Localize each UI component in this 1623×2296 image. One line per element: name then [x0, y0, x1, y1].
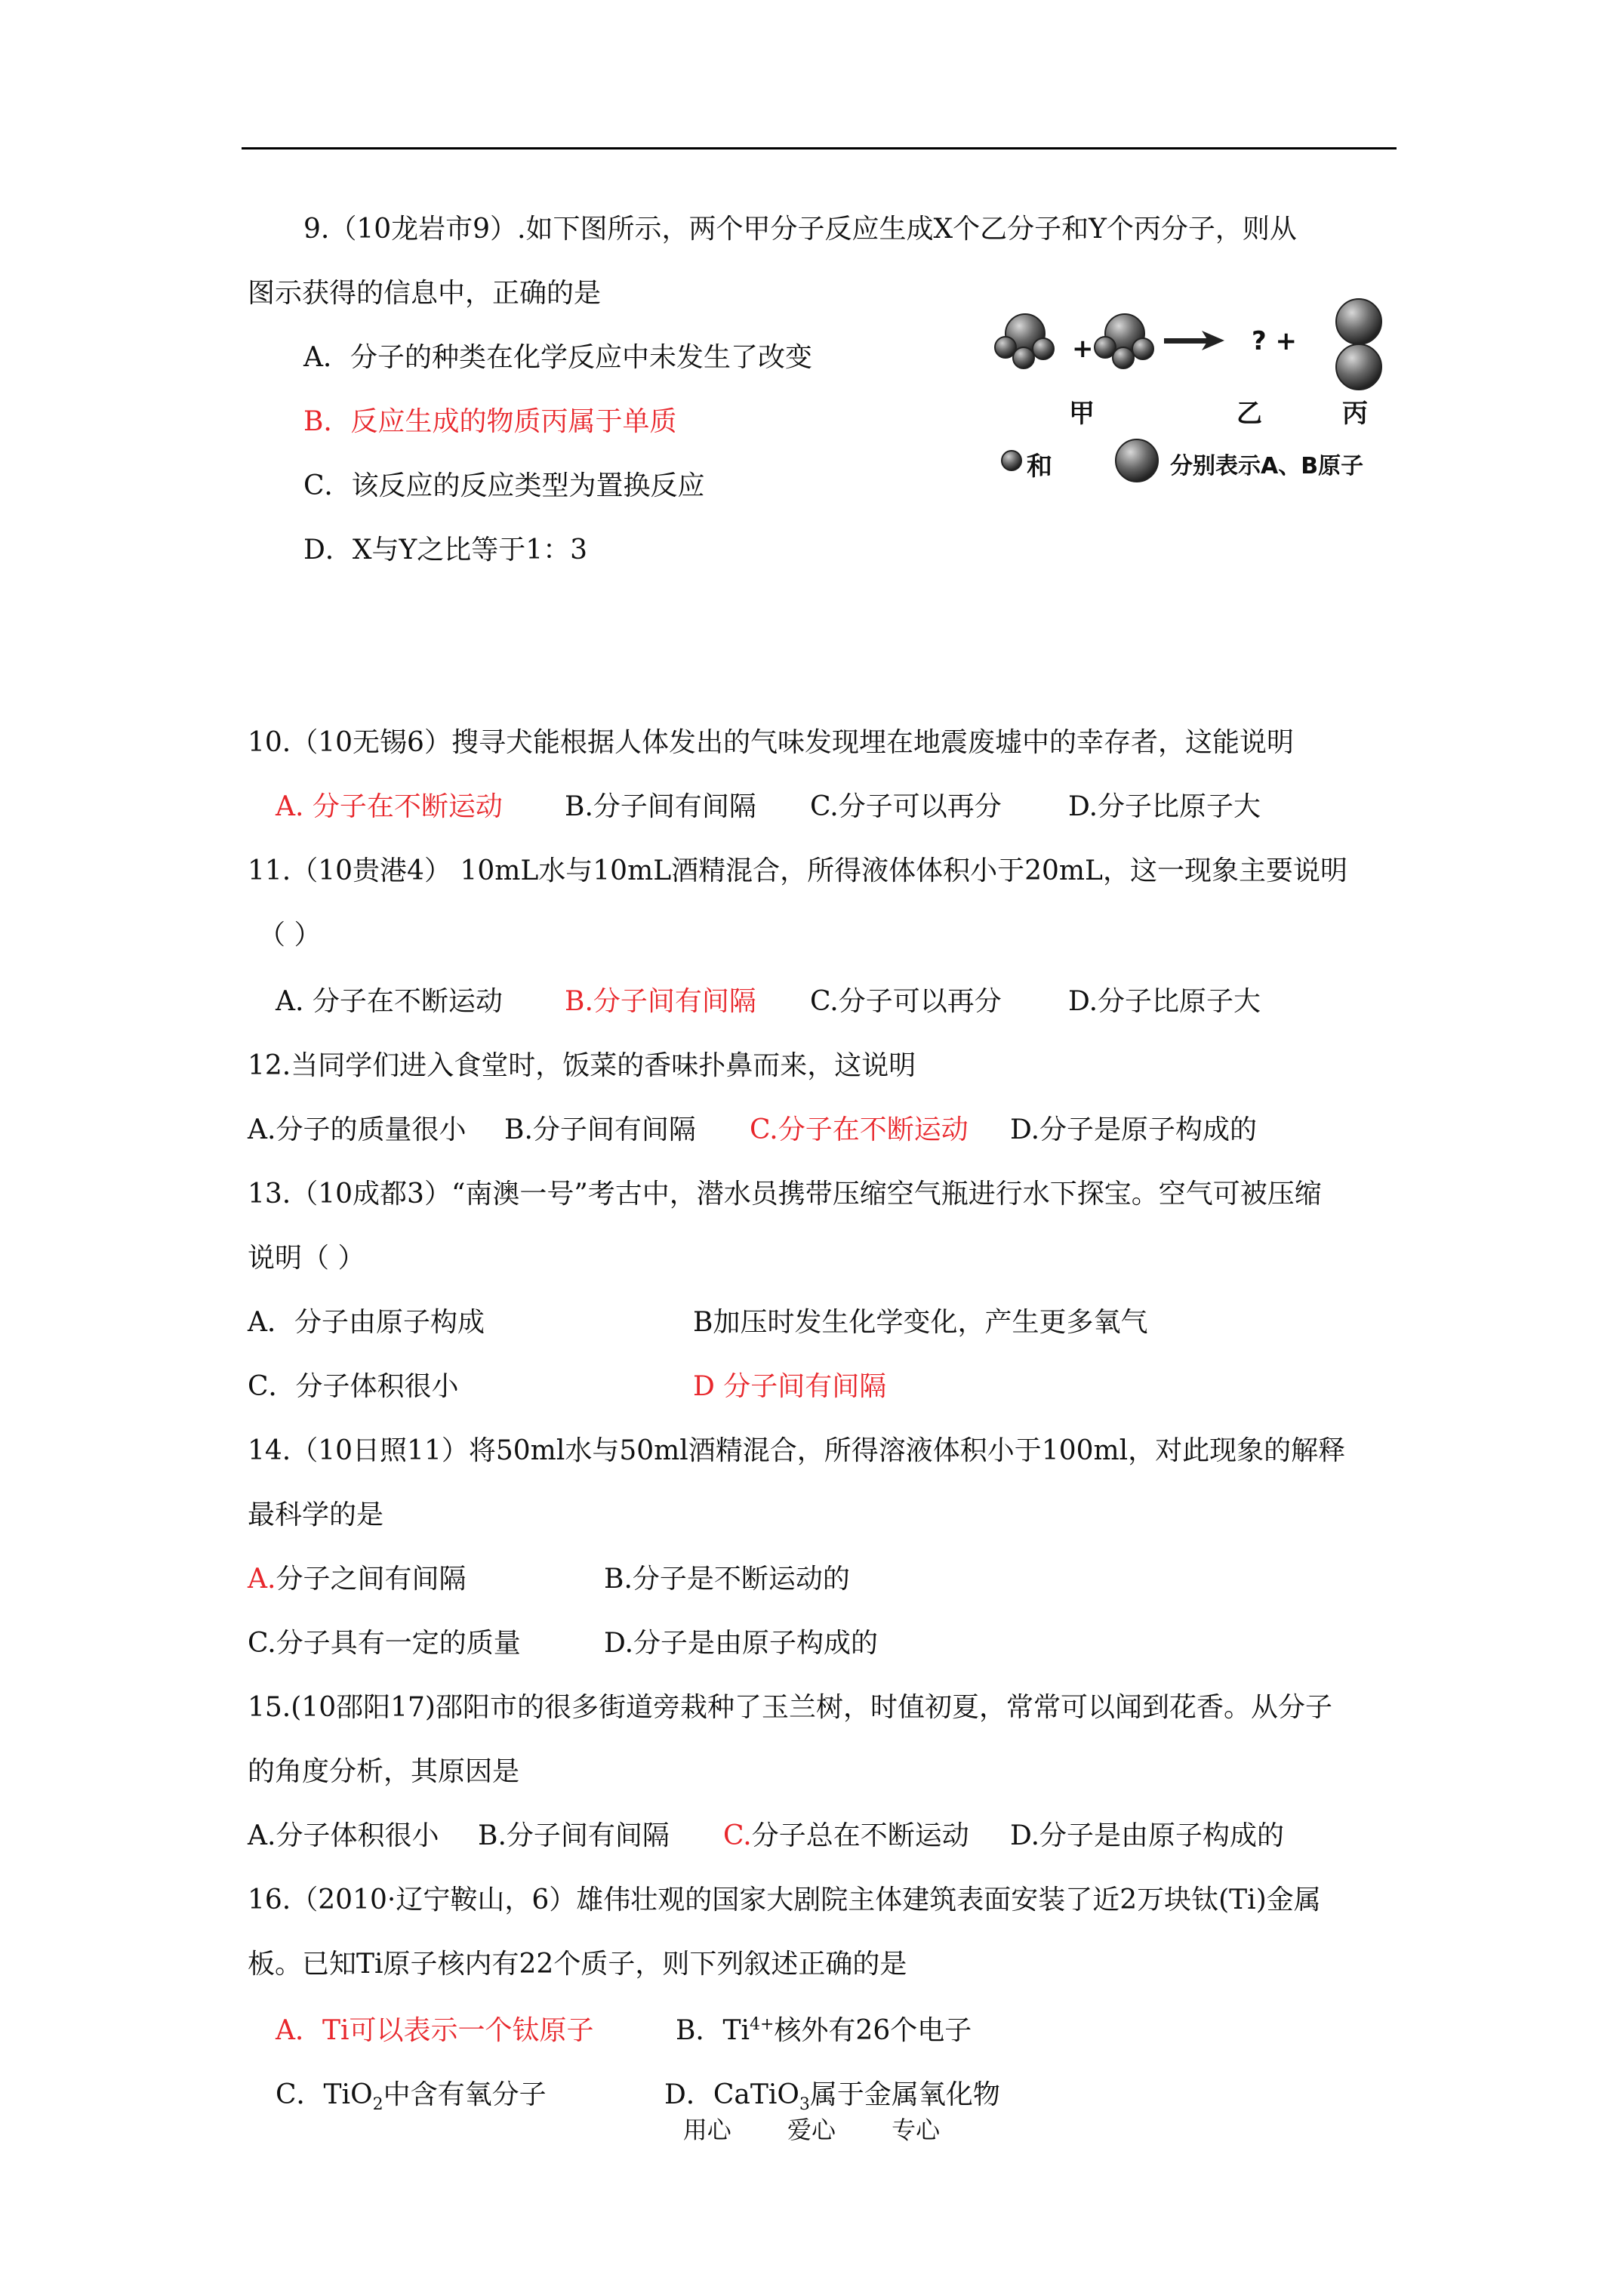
q10-option-a: A. 分子在不断运动	[276, 791, 503, 822]
q10-stem: 10.（10无锡6）搜寻犬能根据人体发出的气味发现埋在地震废墟中的幸存者，这能说明	[248, 727, 1294, 758]
reaction-diagram	[989, 294, 1412, 491]
jia-molecule-2	[1095, 314, 1153, 368]
q14-stem-line1: 14.（10日照11）将50ml水与50ml酒精混合，所得溶液体积小于100ml，对此现象的解释	[248, 1435, 1346, 1466]
q11-paren: （ ）	[258, 920, 322, 951]
q12-option-d: D.分子是原子构成的	[1010, 1114, 1258, 1145]
label-bing: 丙	[1342, 399, 1368, 429]
q14-option-a-letter: A.	[248, 1564, 276, 1595]
q15-option-c-letter: C.	[723, 1820, 752, 1851]
q16-stem-line1: 16.（2010·辽宁鞍山，6）雄伟壮观的国家大剧院主体建筑表面安装了近2万块钛(Ti)金属	[248, 1885, 1321, 1915]
footer-word-2: 爱心	[787, 2116, 836, 2144]
q15-stem-line2: 的角度分析，其原因是	[248, 1756, 520, 1787]
q12-option-b: B.分子间有间隔	[504, 1114, 696, 1145]
q13-option-a: A．分子由原子构成	[248, 1307, 485, 1338]
q10-option-b: B.分子间有间隔	[565, 791, 756, 822]
q16-option-b-prefix: B．Ti	[676, 2015, 750, 2046]
footer-word-1: 用心	[682, 2116, 731, 2144]
legend-and: 和	[1027, 451, 1052, 482]
q11-stem: 11.（10贵港4） 10mL水与10mL酒精混合，所得液体体积小于20mL，这一现象主要说明	[248, 855, 1347, 886]
q9-option-a: A．分子的种类在化学反应中未发生了改变	[303, 342, 812, 373]
q16-stem-line2: 板。已知Ti原子核内有22个质子，则下列叙述正确的是	[248, 1949, 907, 1980]
bing-molecule	[1336, 299, 1381, 390]
q15-stem-line1: 15.(10邵阳17)邵阳市的很多街道旁栽种了玉兰树，时值初夏，常常可以闻到花香。从分子	[248, 1692, 1332, 1723]
q16-option-b-charge: 4+	[749, 2015, 775, 2034]
q11-option-c: C.分子可以再分	[810, 986, 1002, 1017]
q16-option-b-suffix: 核外有26个电子	[774, 2015, 972, 2046]
q15-option-c-text: 分子总在不断运动	[751, 1820, 969, 1851]
q9-option-c: C．该反应的反应类型为置换反应	[303, 470, 705, 501]
legend-small-atom	[1002, 451, 1021, 470]
q11-option-d: D.分子比原子大	[1068, 986, 1261, 1017]
q15-option-b: B.分子间有间隔	[478, 1820, 670, 1851]
header-rule	[242, 147, 1397, 149]
q9-stem-line2: 图示获得的信息中，正确的是	[248, 278, 602, 309]
q13-stem-line1: 13.（10成都3）“南澳一号”考古中，潜水员携带压缩空气瓶进行水下探宝。空气可被压缩	[248, 1179, 1322, 1210]
q15-option-c	[723, 1820, 969, 1853]
legend-text: 分别表示A、B原子	[1170, 453, 1364, 479]
q13-option-d: D 分子间有间隔	[693, 1371, 887, 1402]
q14-option-b: B.分子是不断运动的	[604, 1564, 850, 1595]
page-footer	[0, 2111, 1623, 2146]
reaction-plus-sign: +	[1072, 334, 1094, 364]
q16-option-c-prefix: C．TiO	[276, 2079, 373, 2110]
q16-option-d-suffix: 属于金属氧化物	[809, 2079, 1000, 2110]
q15-option-a: A.分子体积很小	[248, 1820, 439, 1851]
jia-molecule-1	[995, 314, 1054, 368]
q14-option-a-text: 分子之间有间隔	[276, 1564, 467, 1595]
footer-word-3: 专心	[892, 2116, 941, 2144]
q13-option-b: B加压时发生化学变化，产生更多氧气	[693, 1307, 1148, 1338]
q12-stem: 12.当同学们进入食堂时，饭菜的香味扑鼻而来，这说明	[248, 1050, 916, 1081]
reaction-arrow	[1164, 331, 1224, 350]
q16-option-d-subscript: 3	[799, 2095, 810, 2115]
q9-option-d: D．X与Y之比等于1：3	[303, 535, 588, 566]
legend-big-atom	[1116, 439, 1158, 482]
q16-option-d-prefix: D．CaTiO	[664, 2079, 799, 2110]
q12-option-c: C.分子在不断运动	[750, 1114, 969, 1145]
label-yi: 乙	[1236, 399, 1262, 429]
q9-stem-line1: 9.（10龙岩市9）.如下图所示，两个甲分子反应生成X个乙分子和Y个丙分子，则从	[303, 214, 1297, 245]
q16-option-b	[676, 2014, 972, 2048]
q14-option-c: C.分子具有一定的质量	[248, 1628, 521, 1659]
q13-stem-line2: 说明（ ）	[248, 1243, 365, 1274]
q10-option-c: C.分子可以再分	[810, 791, 1002, 822]
q14-option-a	[248, 1563, 466, 1596]
q15-option-d: D.分子是由原子构成的	[1010, 1820, 1285, 1851]
q11-option-b: B.分子间有间隔	[565, 986, 756, 1017]
q16-option-d	[664, 2079, 1000, 2115]
q16-option-c-subscript: 2	[372, 2095, 383, 2115]
q14-option-d: D.分子是由原子构成的	[604, 1628, 879, 1659]
q16-option-c	[276, 2079, 547, 2115]
q12-option-a: A.分子的质量很小	[248, 1114, 467, 1145]
q16-option-a: A．Ti可以表示一个钛原子	[276, 2015, 594, 2046]
reaction-product-question: ? +	[1252, 326, 1298, 356]
q13-option-c: C．分子体积很小	[248, 1371, 459, 1402]
q14-stem-line2: 最科学的是	[248, 1499, 384, 1530]
label-jia: 甲	[1069, 399, 1095, 429]
q9-option-b: B．反应生成的物质丙属于单质	[303, 406, 677, 437]
q10-option-d: D.分子比原子大	[1068, 791, 1261, 822]
q16-option-c-suffix: 中含有氧分子	[383, 2079, 547, 2110]
q11-option-a: A. 分子在不断运动	[276, 986, 503, 1017]
